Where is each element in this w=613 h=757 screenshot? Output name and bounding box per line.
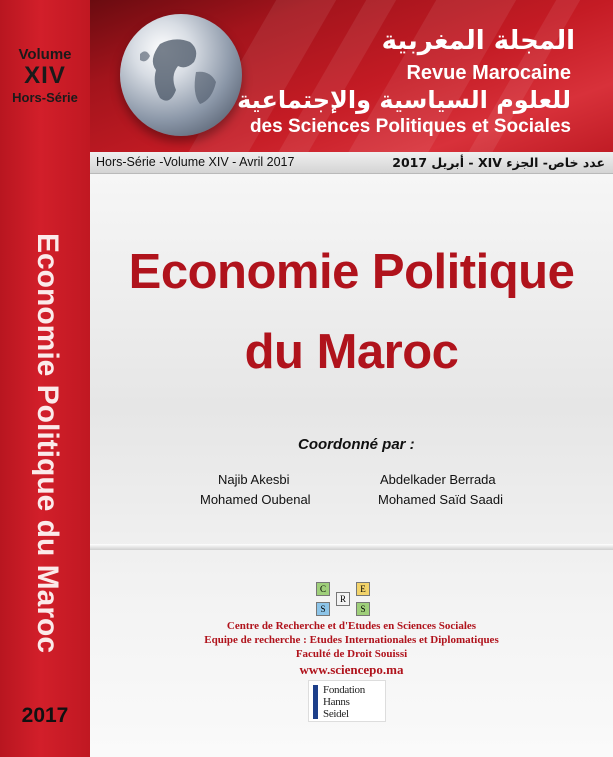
- logo-letter: C: [316, 582, 330, 596]
- author-name: Mohamed Saïd Saadi: [378, 492, 504, 507]
- ceres-logo: [312, 576, 374, 616]
- spine-year: 2017: [21, 704, 69, 727]
- coordinated-by-label: Coordonné par :: [298, 436, 415, 453]
- issue-french: Hors-Série -Volume XIV - Avril 2017: [96, 155, 295, 169]
- header-band: [90, 0, 613, 152]
- author-name: Najib Akesbi: [218, 472, 290, 487]
- issue-arabic: عدد خاص- الجزء XIV - أبريل 2017: [392, 155, 605, 170]
- logo-letter: S: [316, 602, 330, 616]
- spine-hors-serie: Hors-Série: [12, 90, 78, 105]
- issue-bar: [90, 152, 613, 174]
- logo-letter: R: [336, 592, 350, 606]
- spine-title: [30, 208, 64, 678]
- author-name: Abdelkader Berrada: [380, 472, 496, 487]
- cover-title-line1: Economie Politique: [128, 245, 575, 299]
- research-team: Equipe de recherche : Etudes Internationales et Diplomatiques: [204, 634, 499, 646]
- institution-name: Centre de Recherche et d'Etudes en Sciences Sociales: [226, 620, 477, 632]
- cover-main: [90, 174, 613, 757]
- header-arabic-title-2: للعلوم السياسية والإجتماعية: [237, 86, 571, 114]
- faculty-name: Faculté de Droit Souissi: [295, 648, 408, 660]
- cover-title-line2: du Maroc: [244, 325, 459, 379]
- website-link[interactable]: www.sciencepo.ma: [299, 662, 404, 677]
- header-french-title-2: des Sciences Politiques et Sociales: [249, 116, 571, 137]
- spine: [0, 0, 90, 757]
- spine-volume-label: Volume: [18, 46, 72, 63]
- globe-continents: [120, 14, 242, 136]
- author-name: Mohamed Oubenal: [200, 492, 311, 507]
- spine-title-text: Economie Politique du Maroc: [31, 232, 64, 654]
- header-arabic-title-1: المجلة المغربية: [381, 26, 575, 56]
- divider: [90, 544, 613, 550]
- sponsor-logo-bar: [313, 685, 318, 719]
- hanns-seidel-logo: [308, 680, 386, 722]
- logo-letter: E: [356, 582, 370, 596]
- spine-volume-number: XIV: [24, 62, 66, 89]
- globe-icon: [120, 14, 242, 136]
- logo-letter: S: [356, 602, 370, 616]
- sponsor-logo-text: Fondation Hanns Seidel: [323, 684, 365, 720]
- header-french-title-1: Revue Marocaine: [406, 62, 571, 84]
